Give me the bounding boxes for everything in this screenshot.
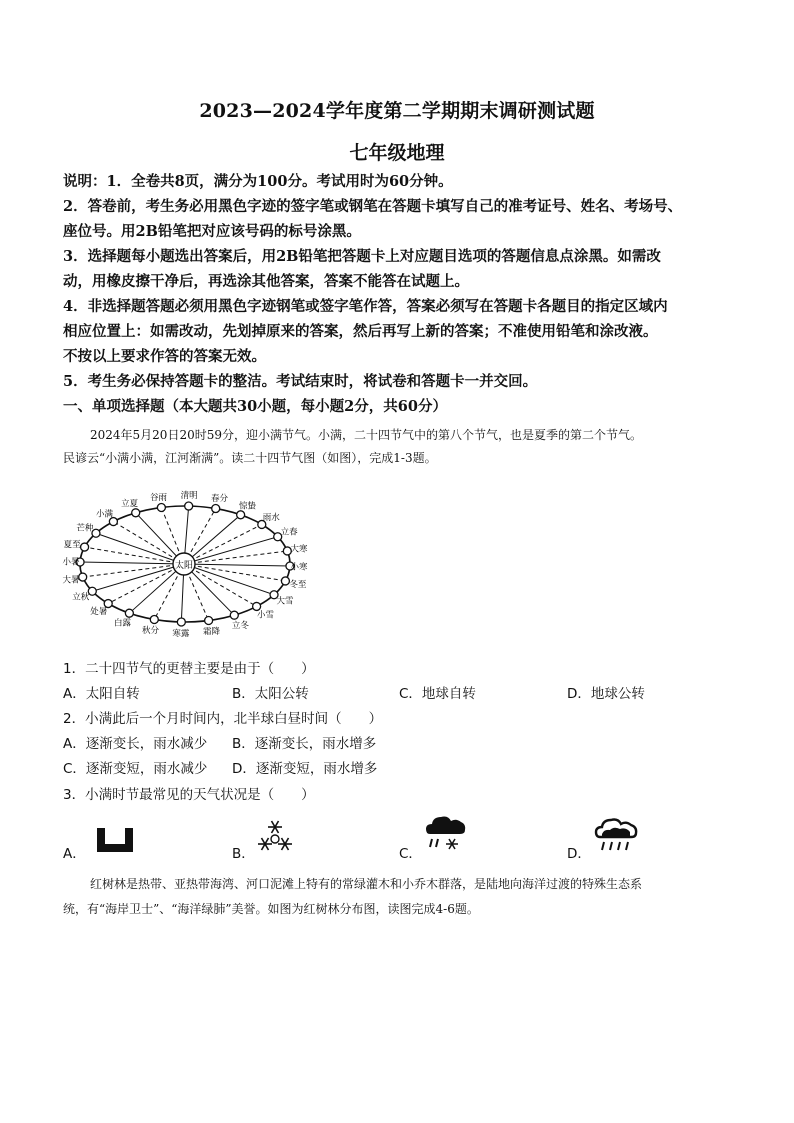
term-label: 白露: [113, 618, 131, 629]
term-node: [212, 505, 220, 513]
term-label: 清明: [180, 491, 198, 502]
term-node: [237, 511, 245, 519]
instruction-line: 相应位置上：如需改动，先划掉原来的答案，然后再写上新的答案；不准使用铅笔和涂改液。: [63, 323, 658, 340]
term-spoke: [83, 564, 184, 577]
term-label: 雨水: [262, 512, 280, 523]
term-label: 大寒: [290, 544, 308, 555]
term-node: [132, 509, 140, 517]
term-spoke: [184, 537, 278, 564]
term-label: 立夏: [121, 499, 139, 510]
term-label: 立秋: [72, 592, 90, 603]
instruction-line: 座位号。用2B铅笔把对应该号码的标号涂黑。: [63, 223, 361, 240]
question-2-stem: 2．小满此后一个月时间内，北半球白昼时间（ ）: [63, 711, 383, 727]
term-node: [157, 503, 165, 511]
term-node: [125, 609, 133, 617]
q3-option-b[interactable]: B．: [232, 846, 255, 862]
term-node: [81, 543, 89, 551]
q3-option-c[interactable]: C．: [399, 846, 422, 862]
instruction-line: 4．非选择题答题必须用黑色字迹钢笔或签字笔作答，答案必须写在答题卡各题目的指定区域内: [63, 298, 668, 315]
term-node: [79, 573, 87, 581]
term-label: 夏至: [63, 539, 81, 550]
instruction-line: 动，用橡皮擦干净后，再选涂其他答案，答案不能答在试题上。: [63, 273, 469, 290]
passage-line: 统，有“海岸卫士”、“海洋绿肺”美誉。如图为红树林分布图，读图完成4-6题。: [63, 902, 479, 916]
instruction-line: 2．答卷前，考生务必用黑色字迹的签字笔或钢笔在答题卡填写自己的准考证号、姓名、考场号、: [63, 198, 683, 215]
q1-option-a[interactable]: A．太阳自转: [63, 686, 140, 702]
term-label: 冬至: [289, 580, 307, 591]
term-label: 秋分: [141, 625, 160, 636]
term-label: 大雪: [276, 596, 294, 607]
term-label: 立春: [280, 527, 298, 538]
solar-terms-diagram: [60, 472, 310, 652]
term-label: 霜降: [203, 627, 221, 638]
instruction-line: 说明：1．全卷共8页，满分为100分。考试用时为60分钟。: [63, 173, 453, 190]
q1-option-d[interactable]: D．地球公转: [567, 686, 645, 702]
term-node: [88, 587, 96, 595]
term-node: [281, 577, 289, 585]
term-label: 惊蛰: [239, 501, 257, 512]
term-label: 大暑: [62, 575, 80, 586]
rain-icon: [594, 817, 640, 857]
question-1-stem: 1．二十四节气的更替主要是由于（ ）: [63, 661, 315, 677]
passage-line: 2024年5月20日20时59分，迎小满节气。小满，二十四节气中的第八个节气，也是夏季的第二个节气。: [90, 428, 642, 442]
term-label: 春分: [210, 494, 229, 505]
term-label: 芒种: [76, 523, 94, 534]
term-label: 小暑: [62, 557, 80, 568]
q2-option-c[interactable]: C．逐渐变短，雨水减少: [63, 761, 208, 777]
term-node: [253, 602, 261, 610]
term-label: 立冬: [231, 620, 249, 631]
passage-line: 民谚云“小满小满，江河渐满”。读二十四节气图（如图），完成1-3题。: [63, 451, 437, 465]
q2-option-d[interactable]: D．逐渐变短，雨水增多: [232, 761, 378, 777]
exam-subtitle: 七年级地理: [349, 142, 445, 164]
q1-option-c[interactable]: C．地球自转: [399, 686, 476, 702]
section-heading: 一、单项选择题（本大题共30小题，每小题2分，共60分）: [63, 398, 447, 415]
term-label: 小寒: [290, 562, 308, 573]
term-label: 小雪: [256, 610, 274, 621]
q2-option-a[interactable]: A．逐渐变长，雨水减少: [63, 736, 208, 752]
term-node: [230, 611, 238, 619]
q1-option-b[interactable]: B．太阳公转: [232, 686, 309, 702]
term-spoke: [184, 564, 290, 566]
instruction-line: 不按以上要求作答的答案无效。: [63, 348, 266, 365]
term-node: [205, 617, 213, 625]
q3-option-d[interactable]: D．: [567, 846, 591, 862]
instruction-line: 3．选择题每小题选出答案后，用2B铅笔把答题卡上对应题目选项的答题信息点涂黑。如需改: [63, 248, 661, 265]
term-spoke: [92, 564, 184, 591]
term-label: 小满: [96, 509, 114, 520]
term-label: 谷雨: [149, 492, 167, 503]
term-label: 寒露: [172, 628, 190, 639]
term-spoke: [80, 562, 184, 564]
question-3-stem: 3．小满时节最常见的天气状况是（ ）: [63, 787, 315, 803]
sleet-icon: [424, 814, 468, 856]
q3-option-a[interactable]: A．: [63, 846, 86, 862]
term-spoke: [184, 551, 287, 564]
term-node: [150, 615, 158, 623]
term-node: [177, 618, 185, 626]
sun-label: 太阳: [174, 561, 194, 571]
term-node: [185, 502, 193, 510]
q2-option-b[interactable]: B．逐渐变长，雨水增多: [232, 736, 377, 752]
passage-line: 红树林是热带、亚热带海湾、河口泥滩上特有的常绿灌木和小乔木群落，是陆地向海洋过渡的特殊生态系: [90, 877, 643, 891]
instruction-line: 5．考生务必保持答题卡的整洁。考试结束时，将试卷和答题卡一并交回。: [63, 373, 538, 390]
term-label: 处暑: [90, 607, 108, 618]
sand-dust-icon: [95, 826, 135, 854]
exam-title: 2023—2024学年度第二学期期末调研测试题: [199, 100, 595, 122]
snow-icon: [254, 817, 296, 857]
